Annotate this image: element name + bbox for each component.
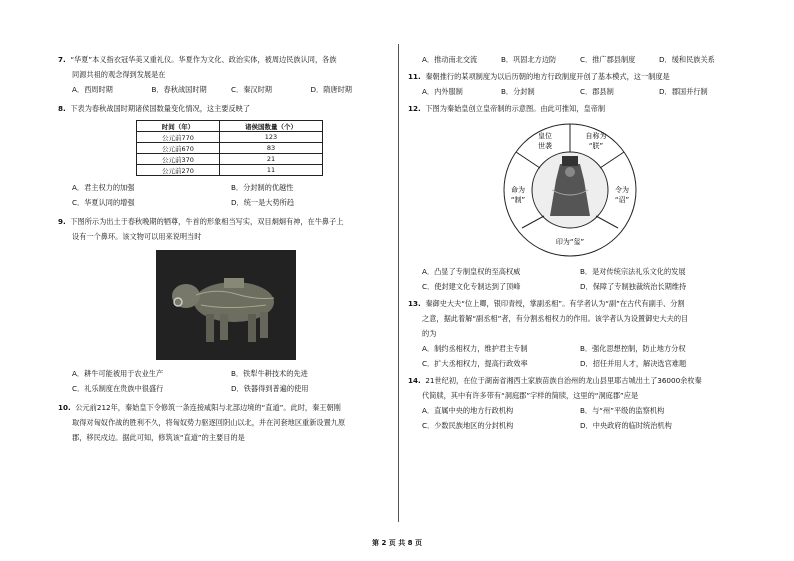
- question-13-cont2: 的为: [422, 329, 437, 338]
- option-d[interactable]: D．郡国并行制: [659, 87, 708, 96]
- option-d[interactable]: D．保障了专制独裁统治长期维持: [580, 282, 687, 291]
- question-11: 11. 秦朝推行的某项制度为以后历朝的地方行政制度开创了基本模式，这一制度是: [408, 72, 670, 81]
- option-b[interactable]: B．巩固北方边防: [501, 55, 557, 64]
- label-zhao-1: 令为: [615, 186, 629, 194]
- vassal-state-table: [136, 120, 323, 176]
- option-a[interactable]: A．凸显了专制皇权的至高权威: [422, 267, 521, 276]
- option-c[interactable]: C．扩大丞相权力，提高行政效率: [422, 359, 528, 368]
- label-zhen-2: “朕”: [588, 142, 604, 150]
- question-9: 9. 下图所示为出土于春秋晚期的牺尊，牛首的形象相当写实，双目炯炯有神，在牛鼻子上: [58, 217, 344, 226]
- question-7-cont: 同源共祖的观念得到发展是在: [72, 70, 166, 79]
- question-10: 10. 公元前212年，秦始皇下令修筑一条连接咸阳与北部边境的“直道”。此时，秦王朝刚: [58, 403, 341, 412]
- page-footer: 第 2 页 共 8 页: [372, 539, 422, 547]
- option-d[interactable]: D．缓和民族关系: [659, 55, 715, 64]
- option-d[interactable]: D．招任并用人才，解决选官难题: [580, 359, 687, 368]
- diagram-wheel: [500, 120, 640, 260]
- question-13-options: [408, 341, 738, 371]
- option-a[interactable]: A．直属中央的地方行政机构: [422, 406, 514, 415]
- option-d[interactable]: D．铁器得到普遍的使用: [231, 384, 309, 393]
- question-11-options: [408, 84, 738, 99]
- question-10-cont: 取得对匈奴作战的胜利不久，将匈奴势力驱逐回阴山以北，并在河套地区重新设置九原: [72, 418, 346, 427]
- table-header: 时间（年） 诸侯国数量（个）: [137, 121, 323, 132]
- option-d[interactable]: D．隋唐时期: [310, 85, 352, 94]
- question-8: 8. 下表为春秋战国时期诸侯国数量变化情况，这主要反映了: [58, 104, 251, 113]
- label-zhi-1: 命为: [511, 186, 525, 194]
- label-xi: 印为“玺”: [555, 238, 585, 246]
- label-hereditary-2: 世袭: [538, 142, 552, 150]
- label-zhi-2: “制”: [510, 196, 526, 204]
- option-a[interactable]: A．耕牛可能被用于农业生产: [72, 369, 164, 378]
- label-zhen-1: 自称为: [585, 132, 607, 140]
- option-c[interactable]: C．少数民族地区的分封机构: [422, 421, 514, 430]
- bronze-ox-vessel-image: [156, 250, 296, 360]
- option-c[interactable]: C．华夏认同的增强: [72, 198, 135, 207]
- option-c[interactable]: C．使封建文化专制达到了顶峰: [422, 282, 521, 291]
- option-a[interactable]: A．制约丞相权力，维护君主专制: [422, 344, 528, 353]
- question-14: 14. 21世纪初，在位于湖南省湘西土家族苗族自治州的龙山县里耶古城出土了36000余枚秦: [408, 376, 702, 385]
- question-8-options: [58, 180, 390, 210]
- option-c[interactable]: C．礼乐制度在贵族中很盛行: [72, 384, 164, 393]
- option-b[interactable]: B．与“州”平级的监察机构: [580, 406, 665, 415]
- emperor-system-diagram: [500, 120, 640, 260]
- option-d[interactable]: D．统一是大势所趋: [231, 198, 295, 207]
- table-row: 公元前270 11: [137, 165, 323, 176]
- label-zhao-2: “诏”: [614, 196, 630, 204]
- option-b[interactable]: B．强化思想控制，防止地方分权: [580, 344, 686, 353]
- option-a[interactable]: A．君主权力的加强: [72, 183, 135, 192]
- option-b[interactable]: B．是对传统宗法礼乐文化的发展: [580, 267, 686, 276]
- option-b[interactable]: B．铁犁牛耕技术的先进: [231, 369, 308, 378]
- option-b[interactable]: B．分封制: [501, 87, 535, 96]
- question-7: 7. “华夏”本义指衣冠华美又重礼仪。华夏作为文化、政治实体，被周边民族认同，各族: [58, 55, 337, 64]
- question-7-options: [58, 82, 390, 97]
- option-a[interactable]: A．推动南北交流: [422, 55, 478, 64]
- option-b[interactable]: B．分封制的优越性: [231, 183, 294, 192]
- right-column: [408, 52, 738, 433]
- option-c[interactable]: C．推广郡县制度: [580, 55, 636, 64]
- left-column: [58, 52, 390, 445]
- question-10-options: [408, 52, 738, 67]
- question-13-cont: 之意，据此着解“副丞相”者，有分割丞相权力的作用。该学者认为设置御史大夫的目: [422, 314, 689, 323]
- option-a[interactable]: A．西周时期: [72, 85, 113, 94]
- column-divider: [398, 44, 399, 522]
- option-a[interactable]: A．内外服制: [422, 87, 463, 96]
- question-12-options: [408, 264, 738, 294]
- question-14-options: [408, 403, 738, 433]
- label-hereditary-1: 皇位: [538, 132, 552, 140]
- question-9-options: [58, 366, 390, 396]
- table-row: 公元前770 123: [137, 132, 323, 143]
- question-13: 13. 秦御史大夫“位上卿，银印青绶，掌副丞相”。有学者认为“副”在古代有副手、分割: [408, 299, 685, 308]
- question-10-cont2: 郡，移民戍边。据此可知，修筑该“直道”的主要目的是: [72, 433, 245, 442]
- table-row: 公元前670 83: [137, 143, 323, 154]
- question-12: 12. 下图为秦始皇创立皇帝制的示意图。由此可推知，皇帝制: [408, 104, 606, 113]
- bronze-ox-illustration: [156, 250, 296, 360]
- option-c[interactable]: C．郡县制: [580, 87, 614, 96]
- table-row: 公元前370 21: [137, 154, 323, 165]
- question-14-cont: 代简牍，其中有许多带有“洞庭郡”字样的简牍，这里的“洞庭郡”应是: [422, 391, 639, 400]
- option-d[interactable]: D．中央政府的临时统治机构: [580, 421, 672, 430]
- option-b[interactable]: B．春秋战国时期: [151, 85, 207, 94]
- question-9-cont: 设有一个鼻环。该文物可以用来说明当时: [72, 232, 202, 241]
- option-c[interactable]: C．秦汉时期: [231, 85, 272, 94]
